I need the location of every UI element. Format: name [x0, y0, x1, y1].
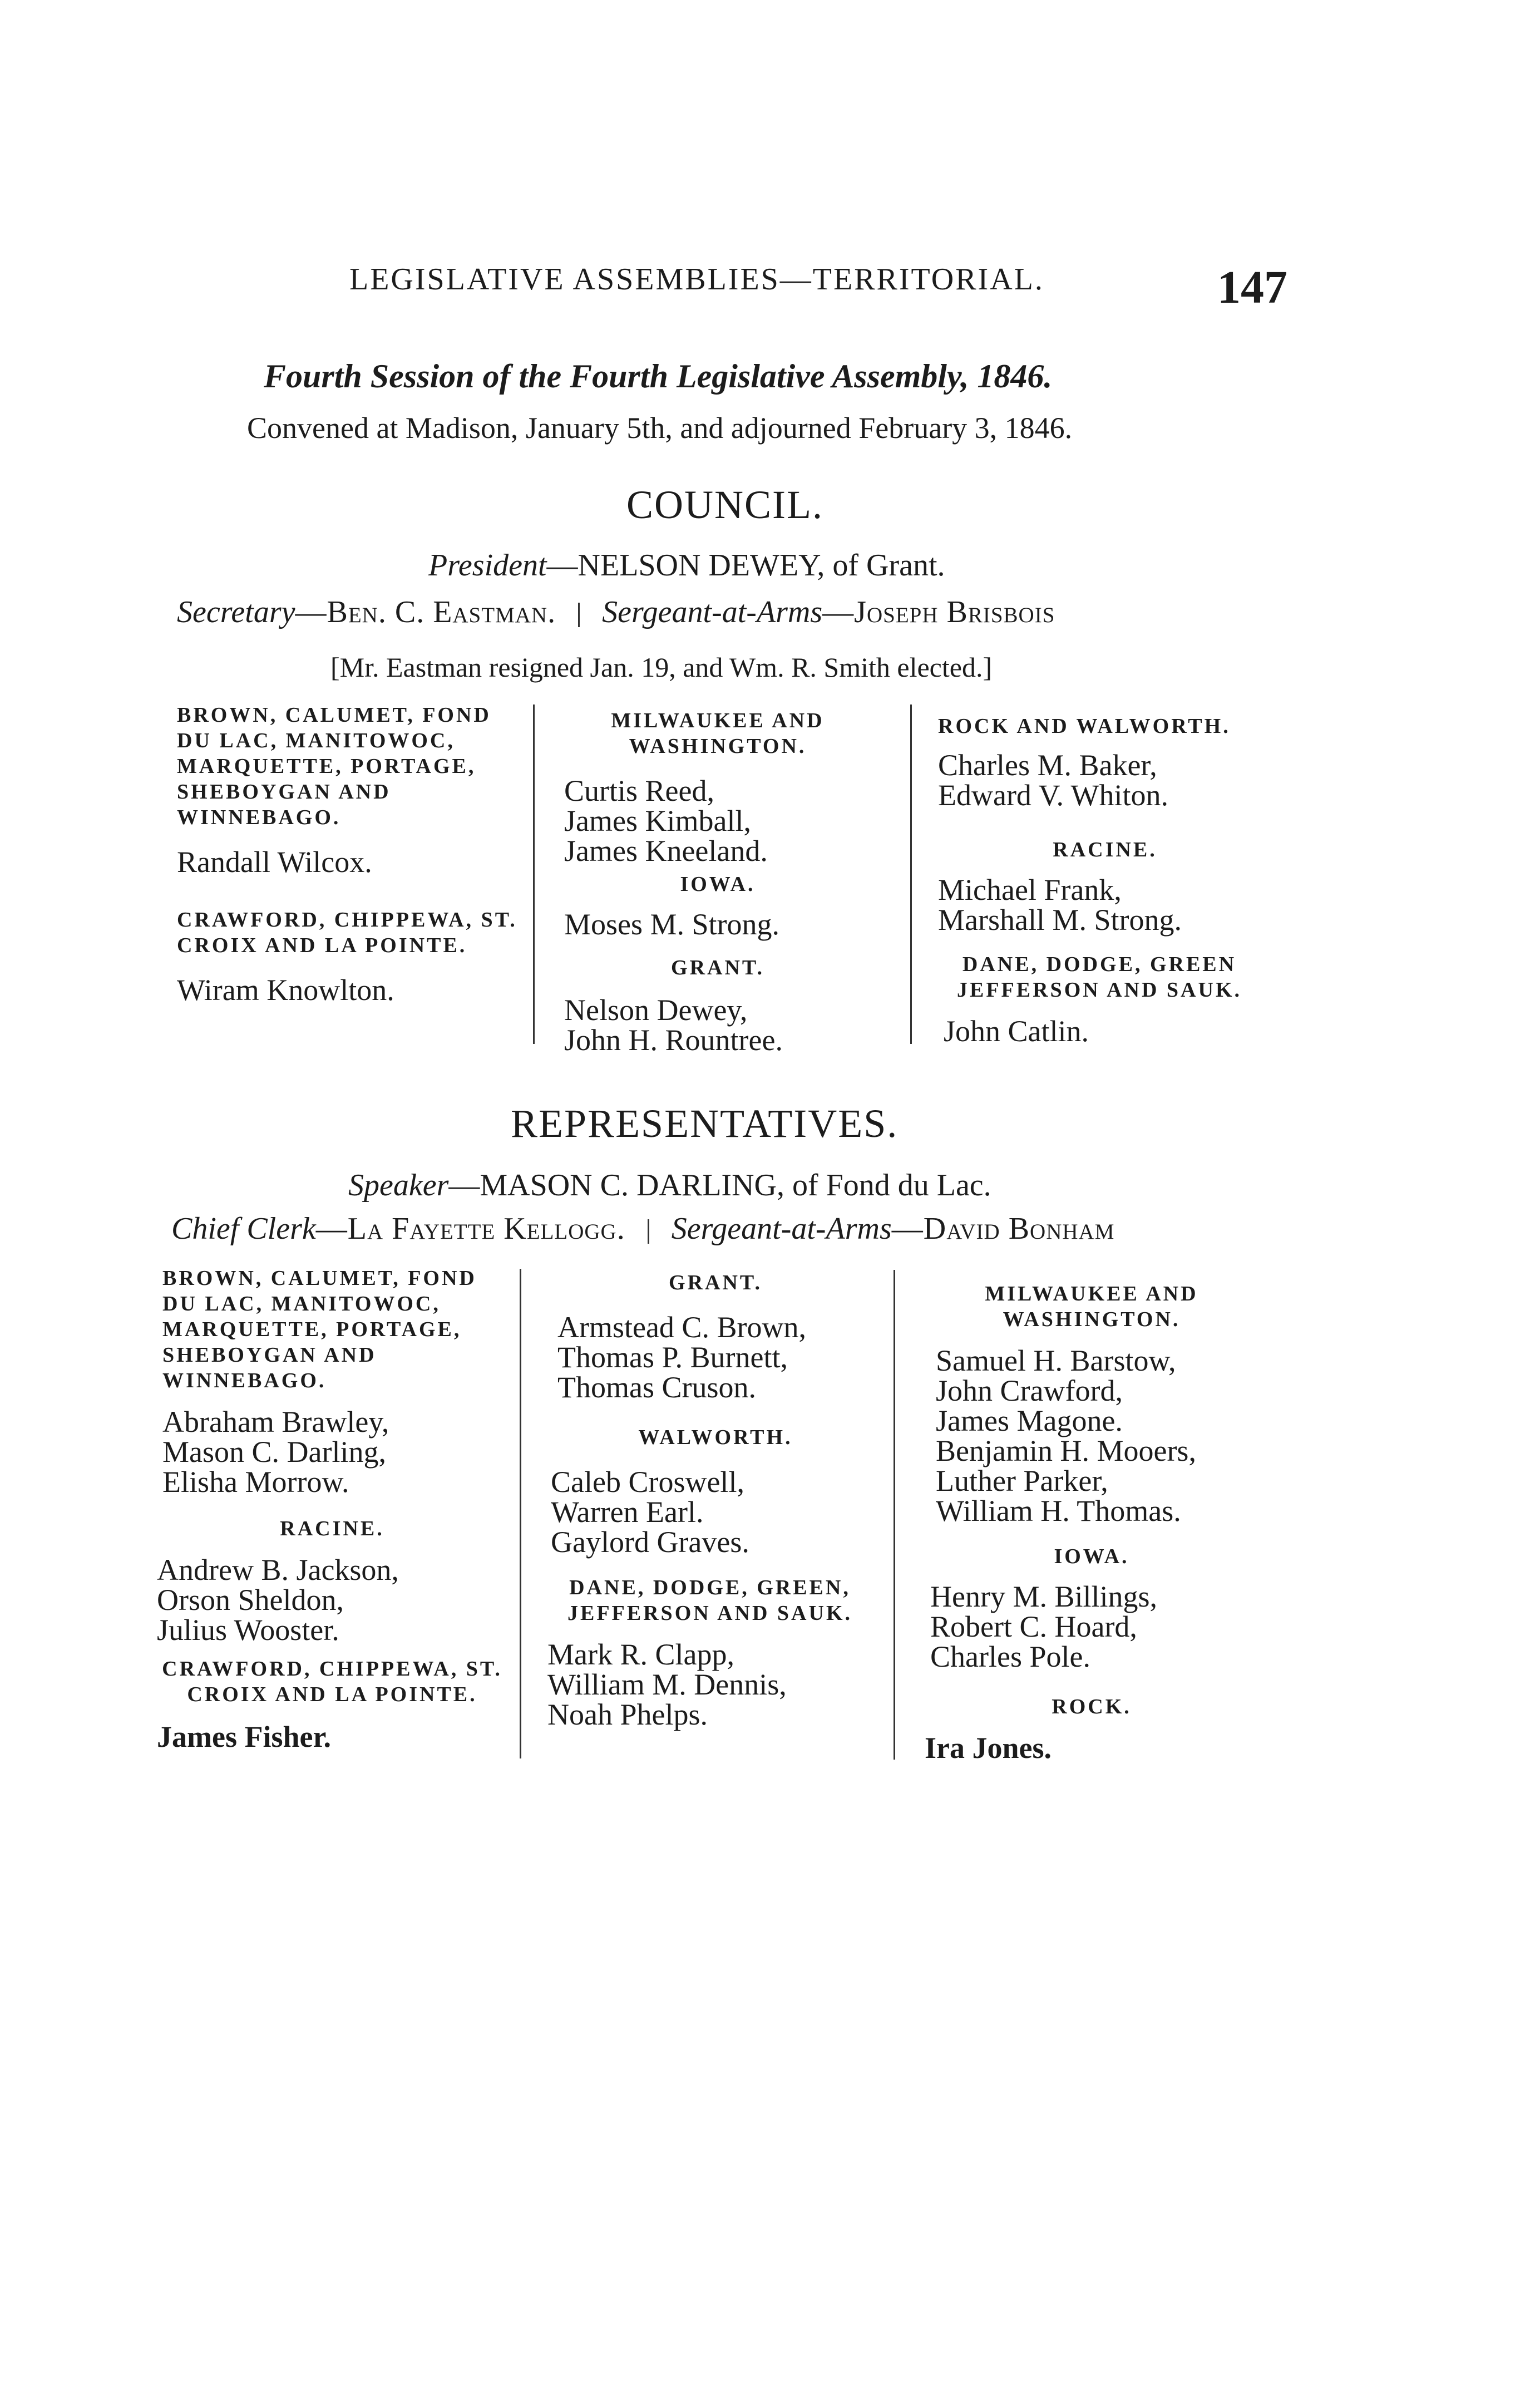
representatives-district [914, 1694, 1270, 1763]
district-header: DANE, DODGE, GREEN JEFFERSON AND SAUK. [957, 953, 1242, 1002]
member-name: Nelson Dewey, [564, 993, 748, 1027]
council-district [177, 907, 522, 1005]
member-name: Warren Earl. [551, 1495, 704, 1529]
district-header: CRAWFORD, CHIPPEWA, ST. CROIX AND LA POINTE. [177, 908, 517, 957]
member-name: Abraham Brawley, [162, 1405, 389, 1439]
member-name: James Magone. [936, 1404, 1123, 1437]
council-note: [Mr. Eastman resigned Jan. 19, and Wm. R. Smith elected.] [330, 652, 993, 683]
speaker-name: —MASON C. DARLING, of Fond du Lac. [448, 1168, 991, 1203]
officer-separator [648, 1219, 649, 1244]
district-header: ROCK AND WALWORTH. [938, 715, 1231, 738]
council-officers [177, 594, 1055, 630]
column-rule [520, 1269, 521, 1758]
session-title: Fourth Session of the Fourth Legislative Assembly, 1846. [264, 358, 1053, 395]
sergeant-name: —Joseph Brisbois [822, 595, 1055, 629]
district-header: RACINE. [1053, 838, 1157, 861]
clerk-label: Chief Clerk [171, 1211, 316, 1246]
member-name: Henry M. Billings, [930, 1580, 1158, 1613]
district-header: ROCK. [1052, 1695, 1132, 1718]
member-name: Luther Parker, [936, 1464, 1108, 1497]
sergeant-name: —David Bonham [891, 1211, 1115, 1246]
sergeant-label: Sergeant-at-Arms [602, 595, 823, 629]
representatives-title: REPRESENTATIVES. [511, 1101, 899, 1146]
president-label: President [428, 548, 547, 583]
page-number: 147 [1217, 262, 1287, 313]
member-name: Orson Sheldon, [157, 1583, 344, 1617]
member-name: James Kimball, [564, 804, 751, 838]
member-name: Elisha Morrow. [162, 1465, 349, 1499]
member-name: Ira Jones. [925, 1731, 1052, 1765]
representatives-district [162, 1265, 513, 1497]
member-name: Armstead C. Brown, [557, 1311, 806, 1344]
member-name: John Catlin. [944, 1014, 1089, 1048]
secretary-name: —Ben. C. Eastman. [295, 595, 556, 629]
member-name: Charles Pole. [930, 1640, 1090, 1673]
member-name: Caleb Croswell, [551, 1465, 744, 1499]
secretary-label: Secretary [177, 595, 295, 629]
member-name: James Fisher. [157, 1720, 331, 1753]
representatives-district [537, 1270, 894, 1402]
representatives-district [532, 1575, 888, 1730]
member-name: Edward V. Whiton. [938, 779, 1168, 812]
district-header: BROWN, CALUMET, FOND DU LAC, MANITOWOC, MARQUETTE, PORTAGE, SHEBOYGAN AND WINNEBAGO. [177, 703, 491, 829]
member-name: Mason C. Darling, [162, 1435, 386, 1469]
member-name: William H. Thomas. [936, 1494, 1181, 1528]
column-rule [894, 1270, 895, 1760]
president-name: —NELSON DEWEY, of Grant. [546, 548, 945, 583]
representatives-district [914, 1544, 1270, 1672]
member-name: Michael Frank, [938, 873, 1122, 907]
member-name: Julius Wooster. [157, 1613, 339, 1647]
clerk-name: —La Fayette Kellogg. [315, 1211, 625, 1246]
member-name: Benjamin H. Mooers, [936, 1434, 1196, 1467]
member-name: Mark R. Clapp, [547, 1638, 734, 1671]
member-name: Randall Wilcox. [177, 845, 372, 879]
council-district [938, 837, 1272, 935]
district-header: GRANT. [671, 956, 764, 979]
representatives-district [537, 1425, 894, 1557]
council-president [428, 548, 945, 583]
representatives-district [157, 1656, 507, 1752]
member-name: James Kneeland. [564, 834, 768, 868]
officer-separator [578, 603, 580, 627]
district-header: GRANT. [669, 1271, 762, 1294]
council-district [551, 871, 885, 939]
member-name: Marshall M. Strong. [938, 903, 1182, 937]
member-name: Wiram Knowlton. [177, 973, 394, 1007]
council-title: COUNCIL. [626, 482, 823, 527]
council-district [938, 713, 1272, 810]
member-name: Thomas Cruson. [557, 1371, 756, 1404]
district-header: DANE, DODGE, GREEN, JEFFERSON AND SAUK. [567, 1576, 852, 1625]
member-name: Moses M. Strong. [564, 908, 780, 941]
district-header: WALWORTH. [638, 1426, 793, 1449]
member-name: Curtis Reed, [564, 774, 714, 807]
column-rule [533, 705, 535, 1044]
district-header: MILWAUKEE AND WASHINGTON. [611, 709, 825, 758]
district-header: BROWN, CALUMET, FOND DU LAC, MANITOWOC, MARQUETTE, PORTAGE, SHEBOYGAN AND WINNEBAGO. [162, 1267, 477, 1392]
district-header: CRAWFORD, CHIPPEWA, ST. CROIX AND LA POINTE. [162, 1657, 502, 1706]
member-name: Robert C. Hoard, [930, 1610, 1137, 1643]
council-district [177, 702, 522, 877]
member-name: William M. Dennis, [547, 1668, 787, 1701]
council-district [551, 955, 885, 1055]
council-district [551, 708, 885, 866]
district-header: RACINE. [280, 1517, 384, 1540]
sergeant-label: Sergeant-at-Arms [671, 1211, 892, 1246]
representatives-speaker [348, 1167, 991, 1203]
council-district [932, 952, 1266, 1046]
running-title: LEGISLATIVE ASSEMBLIES—TERRITORIAL. [349, 262, 1044, 297]
member-name: Charles M. Baker, [938, 748, 1157, 782]
member-name: Thomas P. Burnett, [557, 1341, 788, 1374]
member-name: Andrew B. Jackson, [157, 1553, 399, 1587]
member-name: Noah Phelps. [547, 1698, 708, 1731]
member-name: Gaylord Graves. [551, 1525, 749, 1559]
district-header: IOWA. [680, 873, 756, 896]
convened-line: Convened at Madison, January 5th, and adjourned February 3, 1846. [247, 411, 1073, 445]
member-name: John Crawford, [936, 1374, 1123, 1407]
member-name: John H. Rountree. [564, 1023, 783, 1057]
district-header: IOWA. [1054, 1545, 1129, 1568]
representatives-officers [171, 1211, 1114, 1247]
column-rule [910, 705, 912, 1044]
member-name: Samuel H. Barstow, [936, 1344, 1176, 1377]
representatives-district [157, 1516, 507, 1645]
speaker-label: Speaker [348, 1168, 449, 1203]
representatives-district [914, 1281, 1270, 1526]
district-header: MILWAUKEE AND WASHINGTON. [985, 1282, 1198, 1331]
